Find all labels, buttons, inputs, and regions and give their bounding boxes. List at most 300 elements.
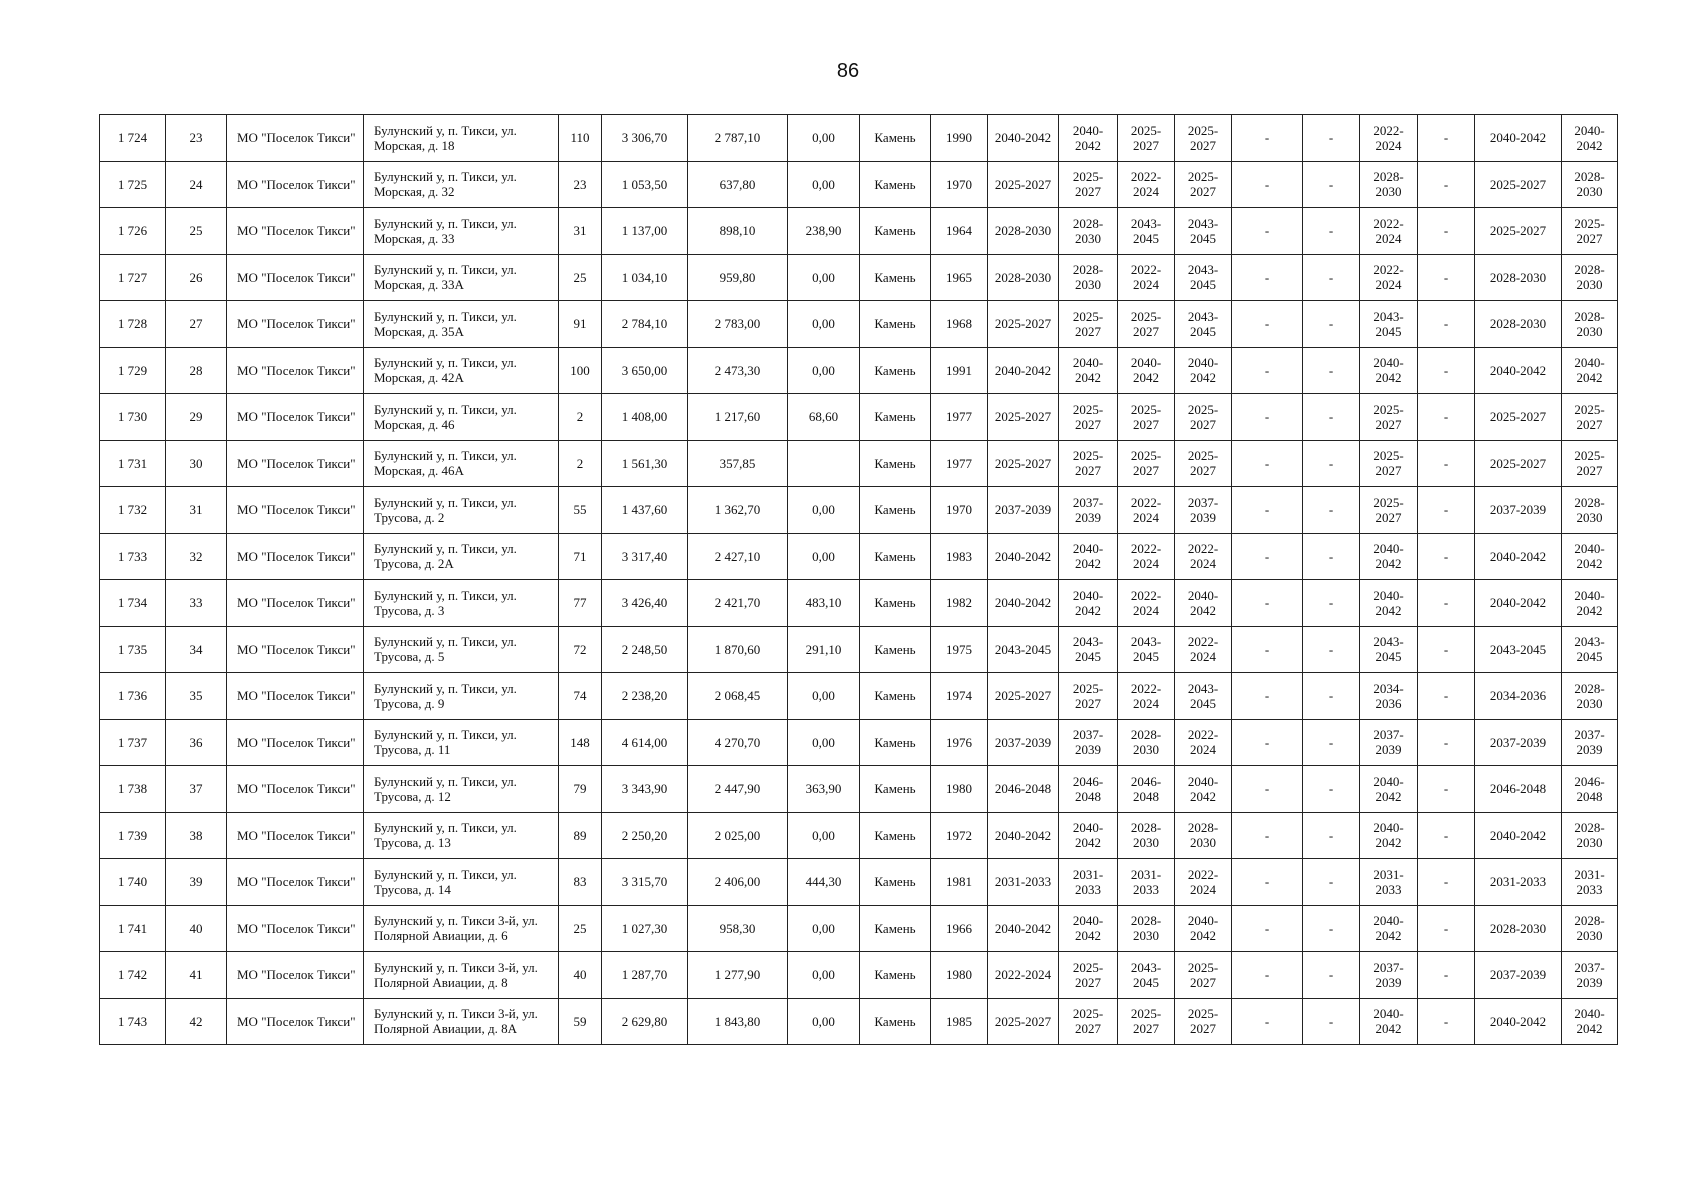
cell-repair-period-9: 2037-2039 <box>1475 487 1562 534</box>
cell-repair-period-8: - <box>1418 719 1475 766</box>
cell-residents-count: 148 <box>559 719 602 766</box>
cell-repair-period-9: 2031-2033 <box>1475 859 1562 906</box>
cell-repair-period-10: 2028-2030 <box>1562 812 1618 859</box>
table-row <box>100 161 1618 208</box>
cell-wall-material: Камень <box>860 115 931 162</box>
cell-repair-period-1: 2022-2024 <box>988 952 1059 999</box>
cell-repair-period-9: 2040-2042 <box>1475 580 1562 627</box>
cell-repair-period-3: 2028-2030 <box>1118 812 1175 859</box>
cell-residents-count: 25 <box>559 905 602 952</box>
cell-nonresidential-area <box>788 440 860 487</box>
cell-repair-period-6: - <box>1303 254 1360 301</box>
cell-total-area: 1 137,00 <box>602 208 688 255</box>
cell-repair-period-2: 2040-2042 <box>1059 347 1118 394</box>
cell-registry-number: 1 737 <box>100 719 166 766</box>
cell-repair-period-4: 2025-2027 <box>1175 440 1232 487</box>
cell-municipality: МО "Поселок Тикси" <box>227 626 364 673</box>
cell-repair-period-4: 2022-2024 <box>1175 719 1232 766</box>
cell-repair-period-9: 2046-2048 <box>1475 766 1562 813</box>
cell-repair-period-10: 2028-2030 <box>1562 301 1618 348</box>
cell-total-area: 1 287,70 <box>602 952 688 999</box>
cell-total-area: 2 250,20 <box>602 812 688 859</box>
cell-row-number: 26 <box>166 254 227 301</box>
cell-build-year: 1972 <box>931 812 988 859</box>
cell-living-area: 637,80 <box>688 161 788 208</box>
cell-repair-period-1: 2025-2027 <box>988 301 1059 348</box>
table-row <box>100 812 1618 859</box>
cell-nonresidential-area: 0,00 <box>788 673 860 720</box>
cell-living-area: 357,85 <box>688 440 788 487</box>
cell-repair-period-1: 2040-2042 <box>988 347 1059 394</box>
cell-repair-period-1: 2040-2042 <box>988 812 1059 859</box>
cell-registry-number: 1 732 <box>100 487 166 534</box>
cell-row-number: 27 <box>166 301 227 348</box>
cell-living-area: 1 362,70 <box>688 487 788 534</box>
cell-repair-period-8: - <box>1418 580 1475 627</box>
cell-repair-period-1: 2040-2042 <box>988 905 1059 952</box>
cell-build-year: 1965 <box>931 254 988 301</box>
cell-municipality: МО "Поселок Тикси" <box>227 440 364 487</box>
table-row <box>100 580 1618 627</box>
cell-municipality: МО "Поселок Тикси" <box>227 208 364 255</box>
cell-total-area: 3 317,40 <box>602 533 688 580</box>
cell-repair-period-1: 2046-2048 <box>988 766 1059 813</box>
cell-repair-period-4: 2043-2045 <box>1175 254 1232 301</box>
cell-registry-number: 1 738 <box>100 766 166 813</box>
cell-repair-period-10: 2043-2045 <box>1562 626 1618 673</box>
cell-build-year: 1990 <box>931 115 988 162</box>
cell-living-area: 2 406,00 <box>688 859 788 906</box>
cell-total-area: 1 561,30 <box>602 440 688 487</box>
cell-repair-period-4: 2022-2024 <box>1175 533 1232 580</box>
cell-repair-period-8: - <box>1418 208 1475 255</box>
cell-repair-period-9: 2040-2042 <box>1475 347 1562 394</box>
cell-repair-period-10: 2031-2033 <box>1562 859 1618 906</box>
cell-repair-period-4: 2043-2045 <box>1175 208 1232 255</box>
cell-registry-number: 1 743 <box>100 998 166 1045</box>
cell-address: Булунский у, п. Тикси 3-й, ул. Полярной Авиации, д. 8 <box>364 952 559 999</box>
cell-repair-period-3: 2022-2024 <box>1118 487 1175 534</box>
cell-row-number: 37 <box>166 766 227 813</box>
table-row <box>100 394 1618 441</box>
cell-residents-count: 77 <box>559 580 602 627</box>
cell-repair-period-5: - <box>1232 161 1303 208</box>
cell-repair-period-4: 2040-2042 <box>1175 905 1232 952</box>
cell-residents-count: 91 <box>559 301 602 348</box>
cell-residents-count: 23 <box>559 161 602 208</box>
cell-residents-count: 55 <box>559 487 602 534</box>
table-row <box>100 208 1618 255</box>
cell-repair-period-8: - <box>1418 440 1475 487</box>
cell-address: Булунский у, п. Тикси, ул. Трусова, д. 2 <box>364 487 559 534</box>
cell-repair-period-6: - <box>1303 440 1360 487</box>
cell-build-year: 1982 <box>931 580 988 627</box>
cell-wall-material: Камень <box>860 394 931 441</box>
cell-total-area: 1 027,30 <box>602 905 688 952</box>
cell-total-area: 3 315,70 <box>602 859 688 906</box>
cell-repair-period-4: 2040-2042 <box>1175 580 1232 627</box>
cell-repair-period-5: - <box>1232 859 1303 906</box>
cell-municipality: МО "Поселок Тикси" <box>227 394 364 441</box>
cell-address: Булунский у, п. Тикси, ул. Морская, д. 35А <box>364 301 559 348</box>
cell-row-number: 31 <box>166 487 227 534</box>
cell-living-area: 1 843,80 <box>688 998 788 1045</box>
cell-repair-period-3: 2028-2030 <box>1118 905 1175 952</box>
cell-nonresidential-area: 483,10 <box>788 580 860 627</box>
cell-repair-period-9: 2025-2027 <box>1475 440 1562 487</box>
cell-row-number: 28 <box>166 347 227 394</box>
cell-row-number: 41 <box>166 952 227 999</box>
cell-address: Булунский у, п. Тикси, ул. Морская, д. 32 <box>364 161 559 208</box>
cell-row-number: 34 <box>166 626 227 673</box>
cell-row-number: 38 <box>166 812 227 859</box>
cell-repair-period-8: - <box>1418 347 1475 394</box>
cell-repair-period-4: 2040-2042 <box>1175 347 1232 394</box>
cell-residents-count: 71 <box>559 533 602 580</box>
cell-residents-count: 2 <box>559 440 602 487</box>
cell-wall-material: Камень <box>860 487 931 534</box>
cell-repair-period-5: - <box>1232 905 1303 952</box>
cell-total-area: 3 426,40 <box>602 580 688 627</box>
cell-registry-number: 1 727 <box>100 254 166 301</box>
cell-address: Булунский у, п. Тикси, ул. Морская, д. 18 <box>364 115 559 162</box>
cell-repair-period-5: - <box>1232 394 1303 441</box>
cell-repair-period-5: - <box>1232 812 1303 859</box>
table-row <box>100 440 1618 487</box>
cell-repair-period-2: 2040-2042 <box>1059 115 1118 162</box>
cell-build-year: 1976 <box>931 719 988 766</box>
cell-repair-period-7: 2025-2027 <box>1360 394 1418 441</box>
cell-repair-period-7: 2025-2027 <box>1360 440 1418 487</box>
cell-registry-number: 1 728 <box>100 301 166 348</box>
cell-repair-period-2: 2025-2027 <box>1059 394 1118 441</box>
cell-repair-period-5: - <box>1232 301 1303 348</box>
cell-repair-period-10: 2037-2039 <box>1562 952 1618 999</box>
cell-build-year: 1974 <box>931 673 988 720</box>
cell-repair-period-8: - <box>1418 487 1475 534</box>
cell-total-area: 1 408,00 <box>602 394 688 441</box>
cell-build-year: 1991 <box>931 347 988 394</box>
cell-address: Булунский у, п. Тикси, ул. Трусова, д. 2А <box>364 533 559 580</box>
cell-municipality: МО "Поселок Тикси" <box>227 905 364 952</box>
cell-row-number: 39 <box>166 859 227 906</box>
cell-municipality: МО "Поселок Тикси" <box>227 719 364 766</box>
cell-repair-period-7: 2040-2042 <box>1360 580 1418 627</box>
cell-wall-material: Камень <box>860 161 931 208</box>
cell-build-year: 1985 <box>931 998 988 1045</box>
cell-repair-period-9: 2028-2030 <box>1475 905 1562 952</box>
cell-registry-number: 1 731 <box>100 440 166 487</box>
cell-repair-period-4: 2025-2027 <box>1175 161 1232 208</box>
cell-total-area: 2 784,10 <box>602 301 688 348</box>
cell-repair-period-5: - <box>1232 440 1303 487</box>
cell-repair-period-4: 2040-2042 <box>1175 766 1232 813</box>
cell-nonresidential-area: 0,00 <box>788 533 860 580</box>
cell-address: Булунский у, п. Тикси, ул. Морская, д. 33 <box>364 208 559 255</box>
cell-municipality: МО "Поселок Тикси" <box>227 580 364 627</box>
cell-total-area: 1 034,10 <box>602 254 688 301</box>
cell-repair-period-6: - <box>1303 673 1360 720</box>
cell-build-year: 1975 <box>931 626 988 673</box>
cell-repair-period-1: 2028-2030 <box>988 208 1059 255</box>
cell-row-number: 33 <box>166 580 227 627</box>
cell-row-number: 40 <box>166 905 227 952</box>
cell-wall-material: Камень <box>860 626 931 673</box>
cell-municipality: МО "Поселок Тикси" <box>227 533 364 580</box>
cell-build-year: 1964 <box>931 208 988 255</box>
cell-nonresidential-area: 0,00 <box>788 161 860 208</box>
cell-municipality: МО "Поселок Тикси" <box>227 301 364 348</box>
cell-nonresidential-area: 363,90 <box>788 766 860 813</box>
cell-repair-period-2: 2040-2042 <box>1059 533 1118 580</box>
cell-repair-period-9: 2037-2039 <box>1475 952 1562 999</box>
cell-repair-period-2: 2046-2048 <box>1059 766 1118 813</box>
cell-repair-period-7: 2040-2042 <box>1360 347 1418 394</box>
cell-living-area: 898,10 <box>688 208 788 255</box>
cell-repair-period-2: 2043-2045 <box>1059 626 1118 673</box>
cell-repair-period-1: 2025-2027 <box>988 440 1059 487</box>
cell-repair-period-9: 2040-2042 <box>1475 115 1562 162</box>
cell-repair-period-3: 2022-2024 <box>1118 580 1175 627</box>
cell-registry-number: 1 742 <box>100 952 166 999</box>
cell-repair-period-5: - <box>1232 208 1303 255</box>
table-row <box>100 254 1618 301</box>
cell-repair-period-4: 2025-2027 <box>1175 998 1232 1045</box>
cell-repair-period-7: 2040-2042 <box>1360 766 1418 813</box>
cell-repair-period-2: 2025-2027 <box>1059 998 1118 1045</box>
cell-repair-period-2: 2031-2033 <box>1059 859 1118 906</box>
cell-repair-period-7: 2043-2045 <box>1360 301 1418 348</box>
cell-residents-count: 110 <box>559 115 602 162</box>
cell-repair-period-8: - <box>1418 766 1475 813</box>
cell-repair-period-7: 2040-2042 <box>1360 812 1418 859</box>
cell-repair-period-6: - <box>1303 533 1360 580</box>
cell-repair-period-5: - <box>1232 673 1303 720</box>
cell-repair-period-9: 2043-2045 <box>1475 626 1562 673</box>
cell-repair-period-10: 2037-2039 <box>1562 719 1618 766</box>
cell-repair-period-8: - <box>1418 998 1475 1045</box>
table-body <box>100 115 1618 1045</box>
cell-repair-period-9: 2040-2042 <box>1475 533 1562 580</box>
cell-repair-period-8: - <box>1418 115 1475 162</box>
cell-wall-material: Камень <box>860 254 931 301</box>
cell-repair-period-2: 2025-2027 <box>1059 301 1118 348</box>
cell-registry-number: 1 734 <box>100 580 166 627</box>
table-row <box>100 998 1618 1045</box>
cell-repair-period-1: 2037-2039 <box>988 719 1059 766</box>
cell-repair-period-2: 2028-2030 <box>1059 254 1118 301</box>
table-row <box>100 673 1618 720</box>
cell-address: Булунский у, п. Тикси, ул. Трусова, д. 13 <box>364 812 559 859</box>
cell-wall-material: Камень <box>860 859 931 906</box>
table-row <box>100 905 1618 952</box>
cell-repair-period-6: - <box>1303 998 1360 1045</box>
cell-municipality: МО "Поселок Тикси" <box>227 673 364 720</box>
cell-living-area: 2 473,30 <box>688 347 788 394</box>
cell-nonresidential-area: 0,00 <box>788 812 860 859</box>
cell-nonresidential-area: 238,90 <box>788 208 860 255</box>
cell-address: Булунский у, п. Тикси, ул. Морская, д. 33А <box>364 254 559 301</box>
cell-municipality: МО "Поселок Тикси" <box>227 487 364 534</box>
cell-repair-period-9: 2037-2039 <box>1475 719 1562 766</box>
cell-repair-period-5: - <box>1232 533 1303 580</box>
cell-wall-material: Камень <box>860 905 931 952</box>
cell-repair-period-4: 2025-2027 <box>1175 115 1232 162</box>
table-row <box>100 766 1618 813</box>
cell-repair-period-8: - <box>1418 533 1475 580</box>
cell-repair-period-6: - <box>1303 952 1360 999</box>
cell-repair-period-3: 2031-2033 <box>1118 859 1175 906</box>
cell-total-area: 2 238,20 <box>602 673 688 720</box>
cell-repair-period-4: 2025-2027 <box>1175 952 1232 999</box>
cell-repair-period-2: 2040-2042 <box>1059 905 1118 952</box>
cell-address: Булунский у, п. Тикси 3-й, ул. Полярной Авиации, д. 6 <box>364 905 559 952</box>
cell-residents-count: 40 <box>559 952 602 999</box>
cell-repair-period-3: 2043-2045 <box>1118 952 1175 999</box>
cell-residents-count: 100 <box>559 347 602 394</box>
cell-repair-period-6: - <box>1303 766 1360 813</box>
cell-row-number: 30 <box>166 440 227 487</box>
table-row <box>100 301 1618 348</box>
page-number: 86 <box>836 60 860 82</box>
cell-residents-count: 25 <box>559 254 602 301</box>
cell-repair-period-2: 2025-2027 <box>1059 161 1118 208</box>
cell-repair-period-4: 2037-2039 <box>1175 487 1232 534</box>
cell-repair-period-1: 2040-2042 <box>988 580 1059 627</box>
cell-nonresidential-area: 291,10 <box>788 626 860 673</box>
cell-nonresidential-area: 68,60 <box>788 394 860 441</box>
cell-registry-number: 1 730 <box>100 394 166 441</box>
cell-repair-period-3: 2028-2030 <box>1118 719 1175 766</box>
cell-repair-period-1: 2025-2027 <box>988 673 1059 720</box>
cell-row-number: 42 <box>166 998 227 1045</box>
cell-registry-number: 1 726 <box>100 208 166 255</box>
cell-total-area: 2 248,50 <box>602 626 688 673</box>
cell-repair-period-3: 2025-2027 <box>1118 301 1175 348</box>
cell-address: Булунский у, п. Тикси, ул. Морская, д. 46 <box>364 394 559 441</box>
cell-repair-period-10: 2028-2030 <box>1562 254 1618 301</box>
table-row <box>100 952 1618 999</box>
cell-registry-number: 1 741 <box>100 905 166 952</box>
cell-repair-period-9: 2025-2027 <box>1475 394 1562 441</box>
table-row <box>100 533 1618 580</box>
cell-repair-period-8: - <box>1418 161 1475 208</box>
cell-repair-period-5: - <box>1232 580 1303 627</box>
cell-residents-count: 72 <box>559 626 602 673</box>
cell-living-area: 1 870,60 <box>688 626 788 673</box>
cell-repair-period-3: 2022-2024 <box>1118 161 1175 208</box>
cell-repair-period-10: 2028-2030 <box>1562 673 1618 720</box>
cell-repair-period-7: 2034-2036 <box>1360 673 1418 720</box>
cell-repair-period-7: 2022-2024 <box>1360 254 1418 301</box>
cell-build-year: 1966 <box>931 905 988 952</box>
cell-repair-period-10: 2040-2042 <box>1562 580 1618 627</box>
cell-build-year: 1983 <box>931 533 988 580</box>
cell-nonresidential-area: 0,00 <box>788 487 860 534</box>
cell-living-area: 2 787,10 <box>688 115 788 162</box>
cell-wall-material: Камень <box>860 673 931 720</box>
cell-build-year: 1970 <box>931 161 988 208</box>
cell-municipality: МО "Поселок Тикси" <box>227 766 364 813</box>
cell-repair-period-6: - <box>1303 626 1360 673</box>
cell-build-year: 1970 <box>931 487 988 534</box>
cell-repair-period-5: - <box>1232 766 1303 813</box>
cell-repair-period-5: - <box>1232 952 1303 999</box>
cell-repair-period-3: 2025-2027 <box>1118 998 1175 1045</box>
cell-repair-period-9: 2040-2042 <box>1475 812 1562 859</box>
cell-nonresidential-area: 0,00 <box>788 301 860 348</box>
cell-repair-period-5: - <box>1232 626 1303 673</box>
cell-residents-count: 74 <box>559 673 602 720</box>
cell-repair-period-8: - <box>1418 859 1475 906</box>
cell-repair-period-10: 2040-2042 <box>1562 998 1618 1045</box>
cell-living-area: 959,80 <box>688 254 788 301</box>
cell-wall-material: Камень <box>860 952 931 999</box>
cell-address: Булунский у, п. Тикси, ул. Трусова, д. 14 <box>364 859 559 906</box>
cell-repair-period-9: 2040-2042 <box>1475 998 1562 1045</box>
cell-repair-period-2: 2025-2027 <box>1059 673 1118 720</box>
cell-repair-period-7: 2043-2045 <box>1360 626 1418 673</box>
cell-repair-period-2: 2028-2030 <box>1059 208 1118 255</box>
cell-residents-count: 59 <box>559 998 602 1045</box>
cell-repair-period-1: 2025-2027 <box>988 394 1059 441</box>
cell-repair-period-1: 2040-2042 <box>988 115 1059 162</box>
cell-repair-period-5: - <box>1232 719 1303 766</box>
cell-municipality: МО "Поселок Тикси" <box>227 347 364 394</box>
cell-address: Булунский у, п. Тикси, ул. Морская, д. 46А <box>364 440 559 487</box>
cell-repair-period-6: - <box>1303 161 1360 208</box>
cell-repair-period-10: 2028-2030 <box>1562 905 1618 952</box>
cell-address: Булунский у, п. Тикси, ул. Трусова, д. 12 <box>364 766 559 813</box>
cell-repair-period-2: 2040-2042 <box>1059 580 1118 627</box>
cell-registry-number: 1 729 <box>100 347 166 394</box>
cell-wall-material: Камень <box>860 580 931 627</box>
cell-repair-period-5: - <box>1232 254 1303 301</box>
cell-repair-period-4: 2022-2024 <box>1175 859 1232 906</box>
table-row <box>100 626 1618 673</box>
cell-address: Булунский у, п. Тикси 3-й, ул. Полярной Авиации, д. 8А <box>364 998 559 1045</box>
cell-nonresidential-area: 0,00 <box>788 952 860 999</box>
cell-repair-period-3: 2025-2027 <box>1118 115 1175 162</box>
cell-repair-period-3: 2022-2024 <box>1118 533 1175 580</box>
cell-repair-period-8: - <box>1418 254 1475 301</box>
cell-wall-material: Камень <box>860 440 931 487</box>
cell-repair-period-8: - <box>1418 812 1475 859</box>
cell-row-number: 36 <box>166 719 227 766</box>
cell-municipality: МО "Поселок Тикси" <box>227 812 364 859</box>
cell-repair-period-3: 2022-2024 <box>1118 254 1175 301</box>
cell-row-number: 29 <box>166 394 227 441</box>
cell-repair-period-4: 2022-2024 <box>1175 626 1232 673</box>
cell-repair-period-5: - <box>1232 115 1303 162</box>
cell-repair-period-9: 2028-2030 <box>1475 301 1562 348</box>
cell-wall-material: Камень <box>860 533 931 580</box>
cell-build-year: 1980 <box>931 952 988 999</box>
cell-repair-period-3: 2046-2048 <box>1118 766 1175 813</box>
cell-municipality: МО "Поселок Тикси" <box>227 254 364 301</box>
cell-living-area: 2 783,00 <box>688 301 788 348</box>
cell-living-area: 958,30 <box>688 905 788 952</box>
cell-living-area: 4 270,70 <box>688 719 788 766</box>
cell-municipality: МО "Поселок Тикси" <box>227 998 364 1045</box>
cell-repair-period-1: 2031-2033 <box>988 859 1059 906</box>
cell-repair-period-10: 2028-2030 <box>1562 487 1618 534</box>
cell-municipality: МО "Поселок Тикси" <box>227 161 364 208</box>
cell-repair-period-10: 2025-2027 <box>1562 208 1618 255</box>
cell-residents-count: 2 <box>559 394 602 441</box>
cell-total-area: 3 650,00 <box>602 347 688 394</box>
cell-residents-count: 83 <box>559 859 602 906</box>
